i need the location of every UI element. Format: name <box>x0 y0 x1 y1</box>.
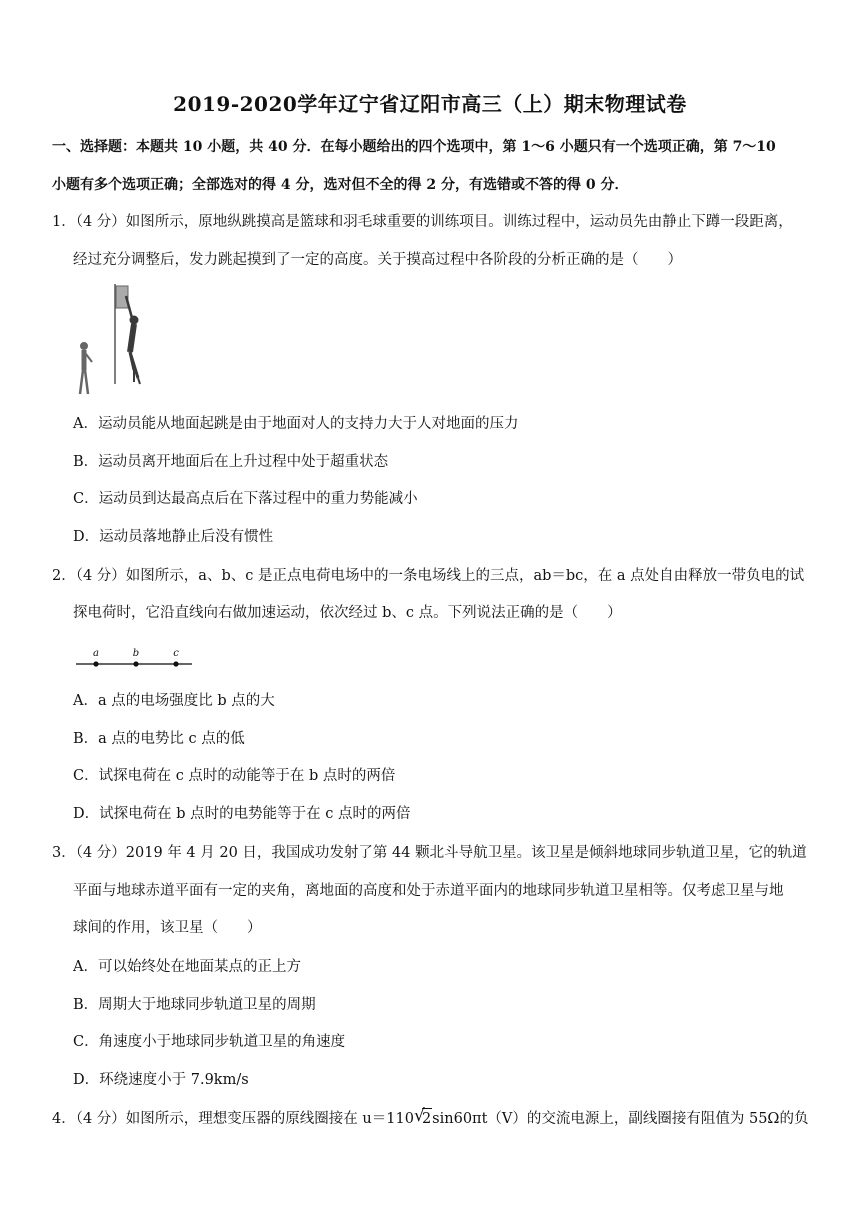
point-a-marker <box>93 661 98 666</box>
jump-touch-figure <box>72 282 152 402</box>
point-c-marker <box>173 661 178 666</box>
point-c-label: c <box>173 648 179 659</box>
question-1-option-c: C．运动员到达最高点后在下落过程中的重力势能减小 <box>73 491 418 507</box>
question-4-prefix: 4．（4 分）如图所示，理想变压器的原线圈接在 u＝110 <box>52 1111 414 1127</box>
question-2-option-a: A．a 点的电场强度比 b 点的大 <box>73 693 275 709</box>
field-line-figure <box>76 646 194 670</box>
section-instructions-line1: 一、选择题：本题共 10 小题，共 40 分．在每小题给出的四个选项中，第 1～6 小题只有一个选项正确，第 7～10 <box>52 139 776 155</box>
question-4-suffix: sin60πt（V）的交流电源上，副线圈接有阻值为 55Ω的负 <box>432 1111 809 1127</box>
page-title: 2019-2020学年辽宁省辽阳市高三（上）期末物理试卷 <box>173 92 687 116</box>
question-4-line1 <box>52 1106 809 1129</box>
question-2-option-b: B．a 点的电势比 c 点的低 <box>73 731 245 747</box>
sqrt-radicand: 2 <box>421 1111 432 1127</box>
question-3-option-d: D．环绕速度小于 7.9km/s <box>73 1072 249 1088</box>
question-3-line1: 3．（4 分）2019 年 4 月 20 日，我国成功发射了第 44 颗北斗导航卫星。该卫星是倾斜地球同步轨道卫星，它的轨道 <box>52 845 807 861</box>
point-a-label: a <box>93 648 99 659</box>
question-1-line1: 1．（4 分）如图所示，原地纵跳摸高是篮球和羽毛球重要的训练项目。训练过程中，运动员先由静止下蹲一段距离， <box>52 214 793 230</box>
question-3-line3: 球间的作用，该卫星（ ） <box>73 920 262 936</box>
point-b-label: b <box>132 648 140 659</box>
question-2-line2: 探电荷时，它沿直线向右做加速运动，依次经过 b、c 点。下列说法正确的是（ ） <box>73 605 622 621</box>
question-2-option-c: C．试探电荷在 c 点时的动能等于在 b 点时的两倍 <box>73 768 396 784</box>
point-b-marker <box>133 661 138 666</box>
question-2-line1: 2．（4 分）如图所示，a、b、c 是正点电荷电场中的一条电场线上的三点，ab＝bc，在 a 点处自由释放一带负电的试 <box>52 568 805 584</box>
question-1-option-d: D．运动员落地静止后没有惯性 <box>73 529 274 545</box>
question-1-option-a: A．运动员能从地面起跳是由于地面对人的支持力大于人对地面的压力 <box>73 416 519 432</box>
section-instructions-line2: 小题有多个选项正确；全部选对的得 4 分，选对但不全的得 2 分，有选错或不答的得 0 分． <box>52 177 629 193</box>
question-2-option-d: D．试探电荷在 b 点时的电势能等于在 c 点时的两倍 <box>73 806 411 822</box>
question-3-option-b: B．周期大于地球同步轨道卫星的周期 <box>73 997 316 1013</box>
sqrt-expression: √ 2 <box>413 1106 432 1127</box>
question-3-option-c: C．角速度小于地球同步轨道卫星的角速度 <box>73 1034 346 1050</box>
question-3-line2: 平面与地球赤道平面有一定的夹角，离地面的高度和处于赤道平面内的地球同步轨道卫星相等。仅考虑卫星与地 <box>73 883 784 899</box>
question-1-line2: 经过充分调整后，发力跳起摸到了一定的高度。关于摸高过程中各阶段的分析正确的是（ ） <box>73 252 682 268</box>
question-3-option-a: A．可以始终处在地面某点的正上方 <box>73 959 301 975</box>
question-1-option-b: B．运动员离开地面后在上升过程中处于超重状态 <box>73 454 389 470</box>
